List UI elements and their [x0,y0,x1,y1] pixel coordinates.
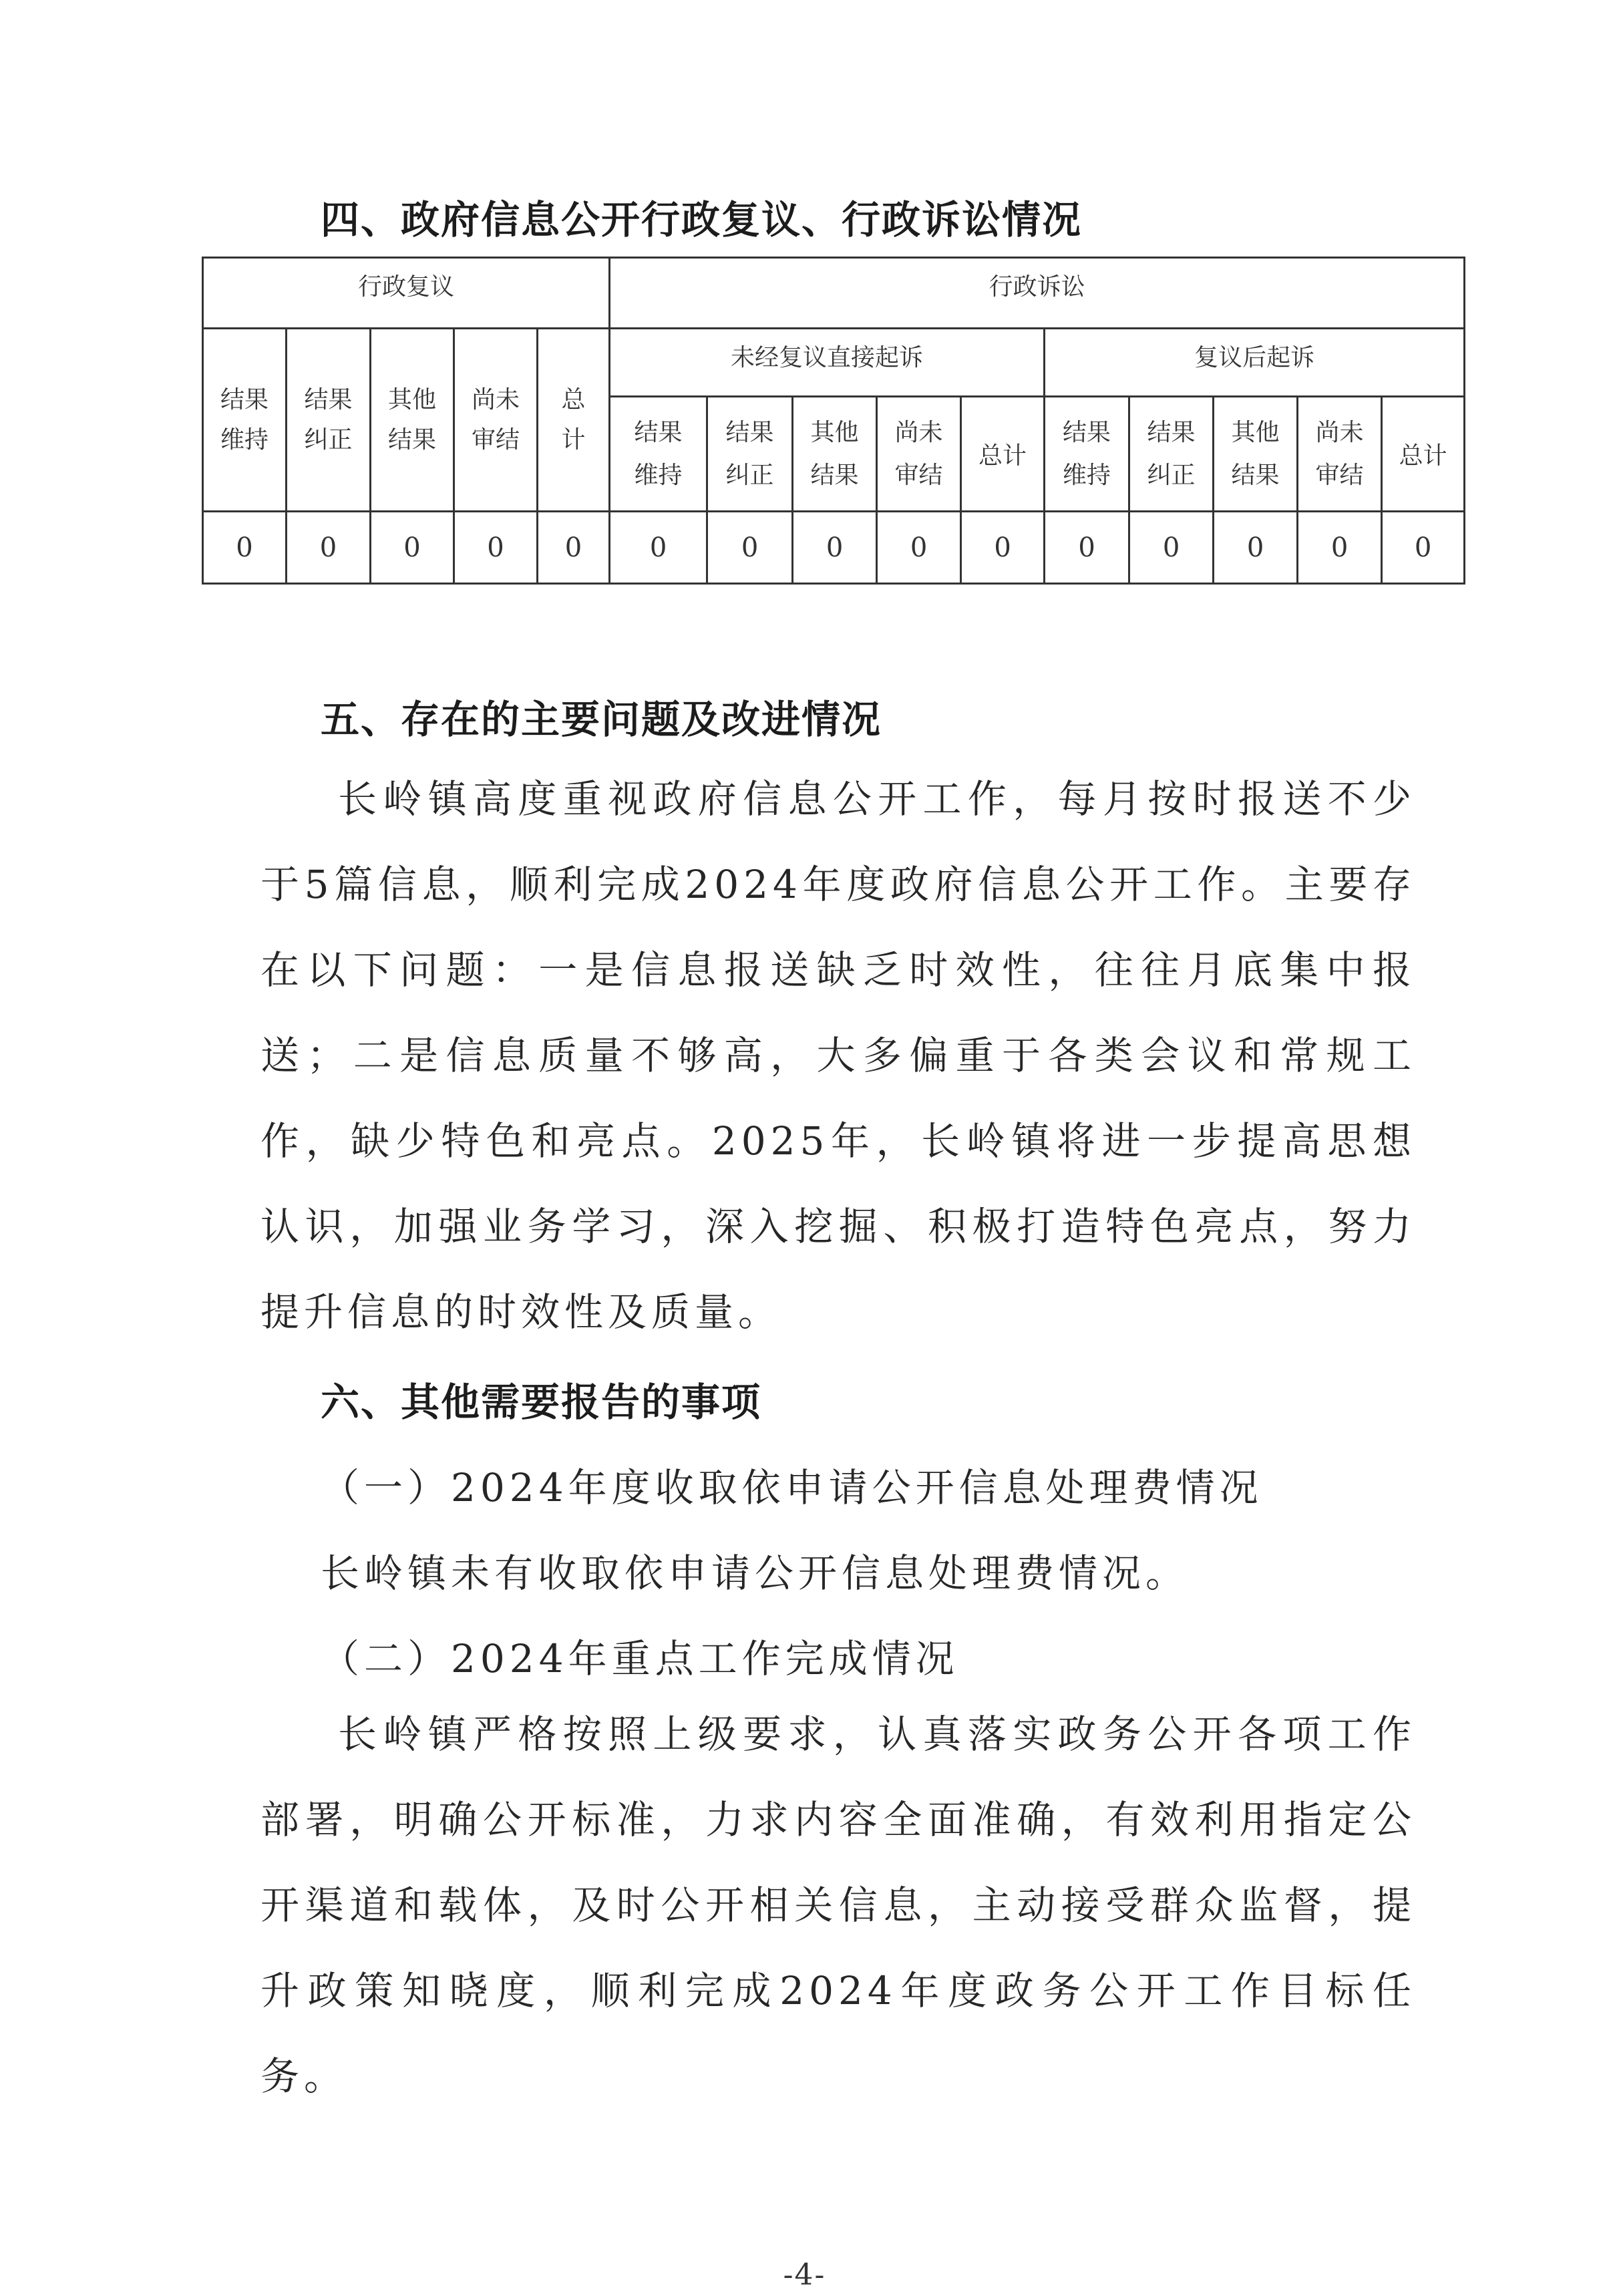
value-cell: 0 [371,512,454,584]
value-cell: 0 [877,512,961,584]
direct-col-total: 总计 [961,397,1045,512]
value-cell: 0 [203,512,287,584]
section-4-heading: 四、政府信息公开行政复议、行政诉讼情况 [321,197,1083,242]
value-cell: 0 [1298,512,1382,584]
review-col-other: 其他 结果 [371,329,454,512]
subsection-1-title: （一）2024年度收取依申请公开信息处理费情况 [321,1465,1263,1510]
value-cell: 0 [1214,512,1298,584]
direct-col-corrected: 结果 纠正 [707,397,793,512]
after-col-pending: 尚未 审结 [1298,397,1382,512]
value-cell: 0 [961,512,1045,584]
value-cell: 0 [610,512,707,584]
subsection-1-text: 长岭镇未有收取依申请公开信息处理费情况。 [321,1550,1190,1596]
section-5-paragraph: 长岭镇高度重视政府信息公开工作，每月按时报送不少于5篇信息，顺利完成2024年度政府信息公开工作。主要存在以下问题：一是信息报送缺乏时效性，往往月底集中报送；二是信息质量不够高，大多偏重于各类会议和常规工作，缺少特色和亮点。2025年，长岭镇将进一步提高思想认识，加强业务学习，深入挖掘、积极打造特色亮点，努力提升信息的时效性及质量。 [260,776,1416,1335]
review-litigation-table [202,257,1465,585]
header-review: 行政复议 [203,258,610,329]
value-cell: 0 [538,512,610,584]
direct-col-other: 其他 结果 [793,397,877,512]
review-col-total: 总 计 [538,329,610,512]
value-cell: 0 [1045,512,1129,584]
direct-col-upheld: 结果 维持 [610,397,707,512]
header-direct-suit: 未经复议直接起诉 [610,329,1045,397]
after-col-total: 总计 [1382,397,1465,512]
header-after-review: 复议后起诉 [1045,329,1465,397]
value-cell: 0 [707,512,793,584]
value-cell: 0 [287,512,371,584]
value-cell: 0 [454,512,538,584]
section-5-heading: 五、存在的主要问题及改进情况 [321,697,882,742]
subsection-2-title: （二）2024年重点工作完成情况 [321,1636,959,1681]
review-col-upheld: 结果 维持 [203,329,287,512]
value-cell: 0 [1129,512,1214,584]
review-col-pending: 尚未 审结 [454,329,538,512]
header-litigation: 行政诉讼 [610,258,1465,329]
after-col-corrected: 结果 纠正 [1129,397,1214,512]
section-6-heading: 六、其他需要报告的事项 [321,1379,762,1425]
direct-col-pending: 尚未 审结 [877,397,961,512]
value-cell: 0 [1382,512,1465,584]
subsection-2-text: 长岭镇严格按照上级要求，认真落实政务公开各项工作部署，明确公开标准，力求内容全面准确，有效利用指定公开渠道和载体，及时公开相关信息，主动接受群众监督，提升政策知晓度，顺利完成2024年度政务公开工作目标任务。 [260,1711,1416,2099]
after-col-other: 其他 结果 [1214,397,1298,512]
value-cell: 0 [793,512,877,584]
review-col-corrected: 结果 纠正 [287,329,371,512]
after-col-upheld: 结果 维持 [1045,397,1129,512]
page-number: -4- [783,2258,826,2292]
